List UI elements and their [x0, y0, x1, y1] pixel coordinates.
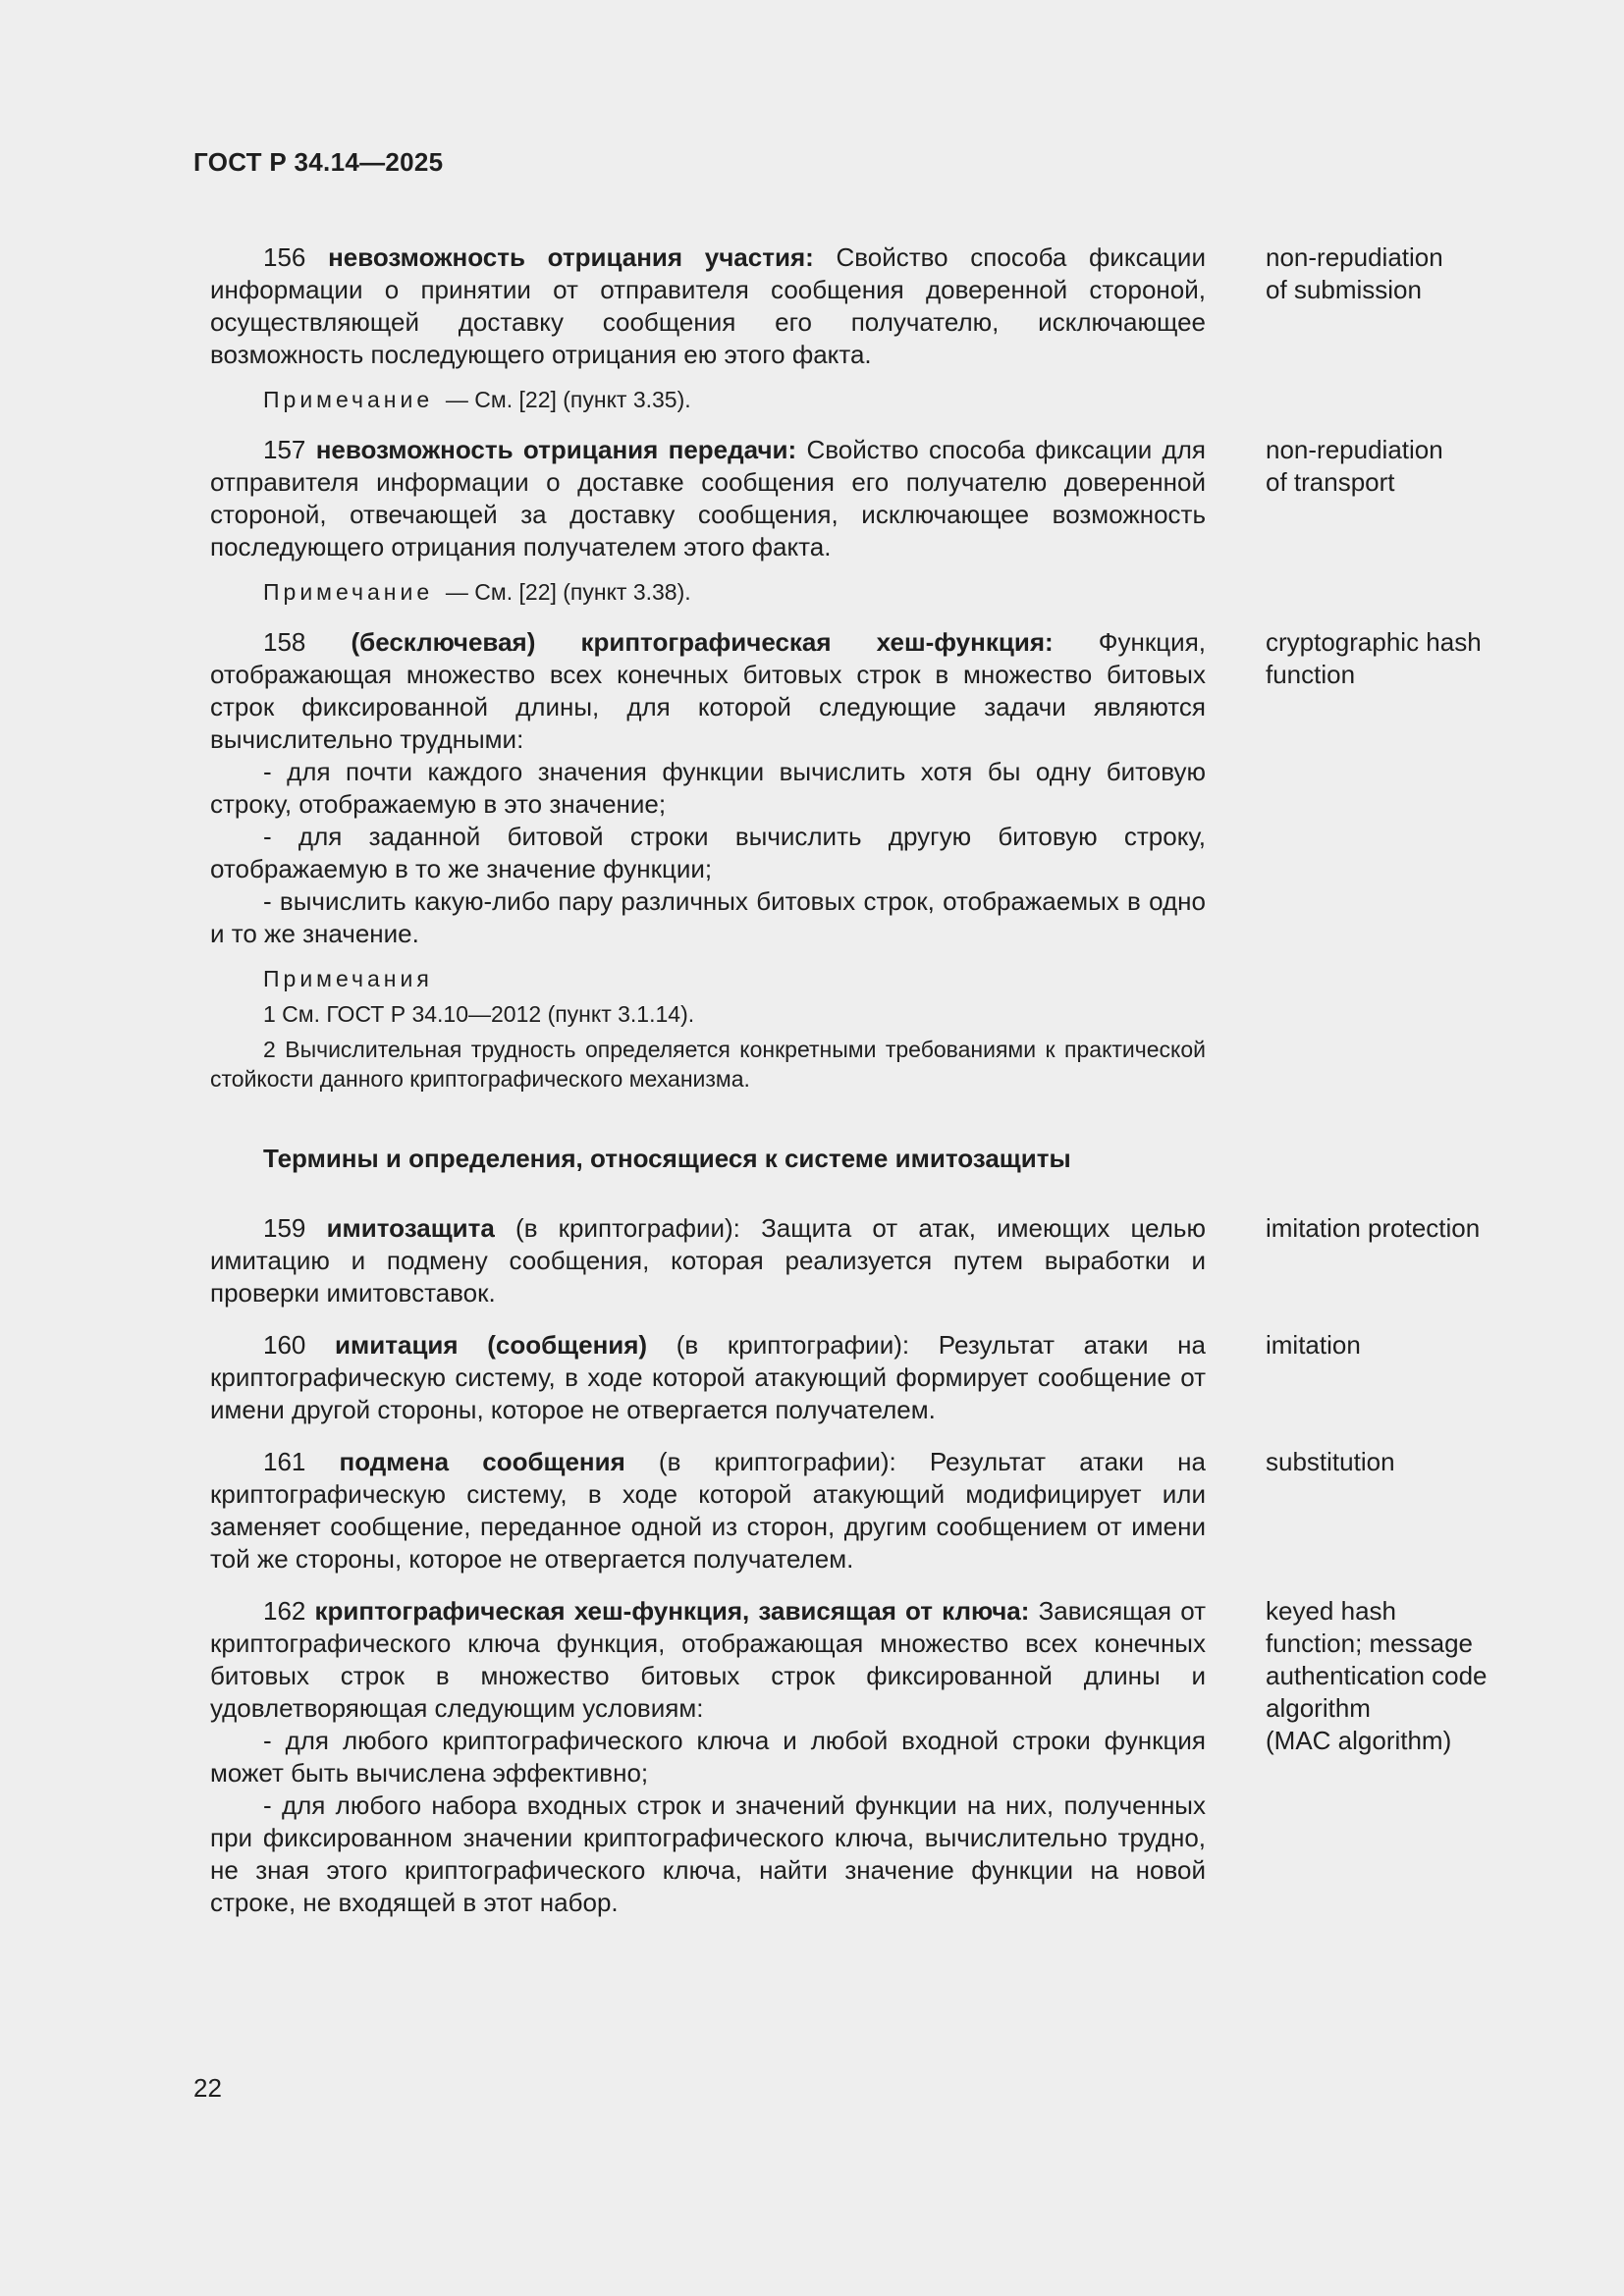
section-heading-column — [210, 1143, 1206, 1175]
note-column — [210, 577, 1206, 607]
list-item: - для любого криптографического ключа и любой входной строки функция может быть вычислена эффективно; — [210, 1726, 1206, 1788]
term-number: 162 — [263, 1596, 306, 1626]
note-text: — См. [22] (пункт 3.35). — [445, 387, 691, 412]
page-number: 22 — [193, 2073, 222, 2103]
terms-content — [210, 241, 1487, 1919]
term-text-column — [210, 626, 1206, 950]
term-text-column — [210, 434, 1206, 563]
note-label: Примечание — [263, 387, 434, 412]
term-paragraph — [210, 1446, 1206, 1575]
english-equivalent: keyed hash function; message authentication code algorithm (MAC algorithm) — [1266, 1596, 1488, 1755]
term-paragraph — [210, 1595, 1206, 1725]
english-equivalent: imitation protection — [1266, 1213, 1481, 1243]
english-equivalent: cryptographic hash function — [1266, 627, 1482, 689]
term-definition: (в криптографии): Результат атаки на криптографическую систему, в ходе которой атакующий модифицирует или заменяет сообщение, переданное одной из сторон, другим сообщением от имени той же стороны, которое не отвергается получателем. — [210, 1447, 1206, 1574]
term-number: 156 — [263, 242, 306, 272]
term-entry-162 — [210, 1595, 1487, 1919]
term-number: 159 — [263, 1213, 306, 1243]
notes-label — [210, 964, 1206, 993]
term-title: имитозащита — [326, 1213, 495, 1243]
term-title: невозможность отрицания передачи: — [315, 435, 797, 464]
term-number: 160 — [263, 1330, 306, 1360]
term-number: 158 — [263, 627, 306, 657]
term-paragraph — [210, 626, 1206, 756]
term-entry-161 — [210, 1446, 1487, 1575]
notes-label-text: Примечания — [263, 966, 433, 991]
note — [210, 385, 1206, 414]
term-definition: Свойство способа фиксации для отправителя информации о доставке сообщения его получателю доверенной стороной, отвечающей за доставку сообщения, исключающее возможность последующего отрицания получателем этого факта. — [210, 435, 1206, 561]
term-title: криптографическая хеш-функция, зависящая от ключа: — [314, 1596, 1030, 1626]
term-text-column — [210, 1446, 1206, 1575]
term-definition: (в криптографии): Результат атаки на криптографическую систему, в ходе которой атакующий формирует сообщение от имени другой стороны, которое не отвергается получателем. — [210, 1330, 1206, 1424]
note — [210, 577, 1206, 607]
term-number: 157 — [263, 435, 306, 464]
term-text-column — [210, 1595, 1206, 1919]
term-definition: Функция, отображающая множество всех конечных битовых строк в множество битовых строк фиксированной длины, для которой следующие задачи являются вычислительно трудными: — [210, 627, 1206, 754]
term-entry-157 — [210, 434, 1487, 563]
english-equivalent: non-repudiation of submission — [1266, 242, 1443, 304]
term-definition: (в криптографии): Защита от атак, имеющих целью имитацию и подмену сообщения, которая реализуется путем выработки и проверки имитовставок. — [210, 1213, 1206, 1308]
note-row — [210, 577, 1487, 607]
term-paragraph — [210, 1329, 1206, 1426]
term-title: невозможность отрицания участия: — [328, 242, 814, 272]
note-row — [210, 385, 1487, 414]
term-paragraph — [210, 434, 1206, 563]
english-equivalent: imitation — [1266, 1330, 1361, 1360]
term-text-column — [210, 241, 1206, 371]
list-item: - для почти каждого значения функции вычислить хотя бы одну битовую строку, отображаемую в это значение; — [210, 757, 1206, 819]
term-text-column — [210, 1329, 1206, 1426]
document-header: ГОСТ Р 34.14—2025 — [193, 147, 444, 177]
note-text: — См. [22] (пункт 3.38). — [445, 579, 691, 605]
note-item: 2 Вычислительная трудность определяется конкретными требованиями к практической стойкости данного криптографического механизма. — [210, 1037, 1206, 1092]
term-entry-158 — [210, 626, 1487, 950]
english-equivalent: non-repudiation of transport — [1266, 435, 1443, 497]
term-definition: Зависящая от криптографического ключа функция, отображающая множество всех конечных битовых строк в множество битовых строк фиксированной длины и удовлетворяющая следующим условиям: — [210, 1596, 1207, 1723]
note-column — [210, 385, 1206, 414]
notes-block — [210, 964, 1487, 1094]
term-entry-156 — [210, 241, 1487, 371]
term-title: (бесключевая) криптографическая хеш-функция: — [351, 627, 1054, 657]
notes-column — [210, 964, 1206, 1094]
term-title: подмена сообщения — [339, 1447, 625, 1476]
term-paragraph — [210, 1212, 1206, 1309]
term-entry-160 — [210, 1329, 1487, 1426]
english-equivalent: substitution — [1266, 1447, 1395, 1476]
term-entry-159 — [210, 1212, 1487, 1309]
section-heading-row — [210, 1143, 1487, 1175]
term-definition: Свойство способа фиксации информации о принятии от отправителя сообщения доверенной стороной, осуществляющей доставку сообщения его получателю, исключающее возможность последующего отрицания ею этого факта. — [210, 242, 1206, 369]
term-title: имитация (сообщения) — [335, 1330, 648, 1360]
term-text-column — [210, 1212, 1206, 1309]
list-item: - вычислить какую-либо пару различных битовых строк, отображаемых в одно и то же значение. — [210, 886, 1206, 948]
section-heading: Термины и определения, относящиеся к системе имитозащиты — [263, 1144, 1071, 1173]
term-paragraph — [210, 241, 1206, 371]
list-item: - для любого набора входных строк и значений функции на них, полученных при фиксированном значении криптографического ключа, вычислительно трудно, не зная этого криптографического ключа, найти значение функции на новой строке, не входящей в этот набор. — [210, 1790, 1206, 1917]
list-item: - для заданной битовой строки вычислить другую битовую строку, отображаемую в то же значение функции; — [210, 822, 1206, 883]
note-label: Примечание — [263, 579, 434, 605]
note-item: 1 См. ГОСТ Р 34.10—2012 (пункт 3.1.14). — [263, 1001, 695, 1027]
term-number: 161 — [263, 1447, 306, 1476]
